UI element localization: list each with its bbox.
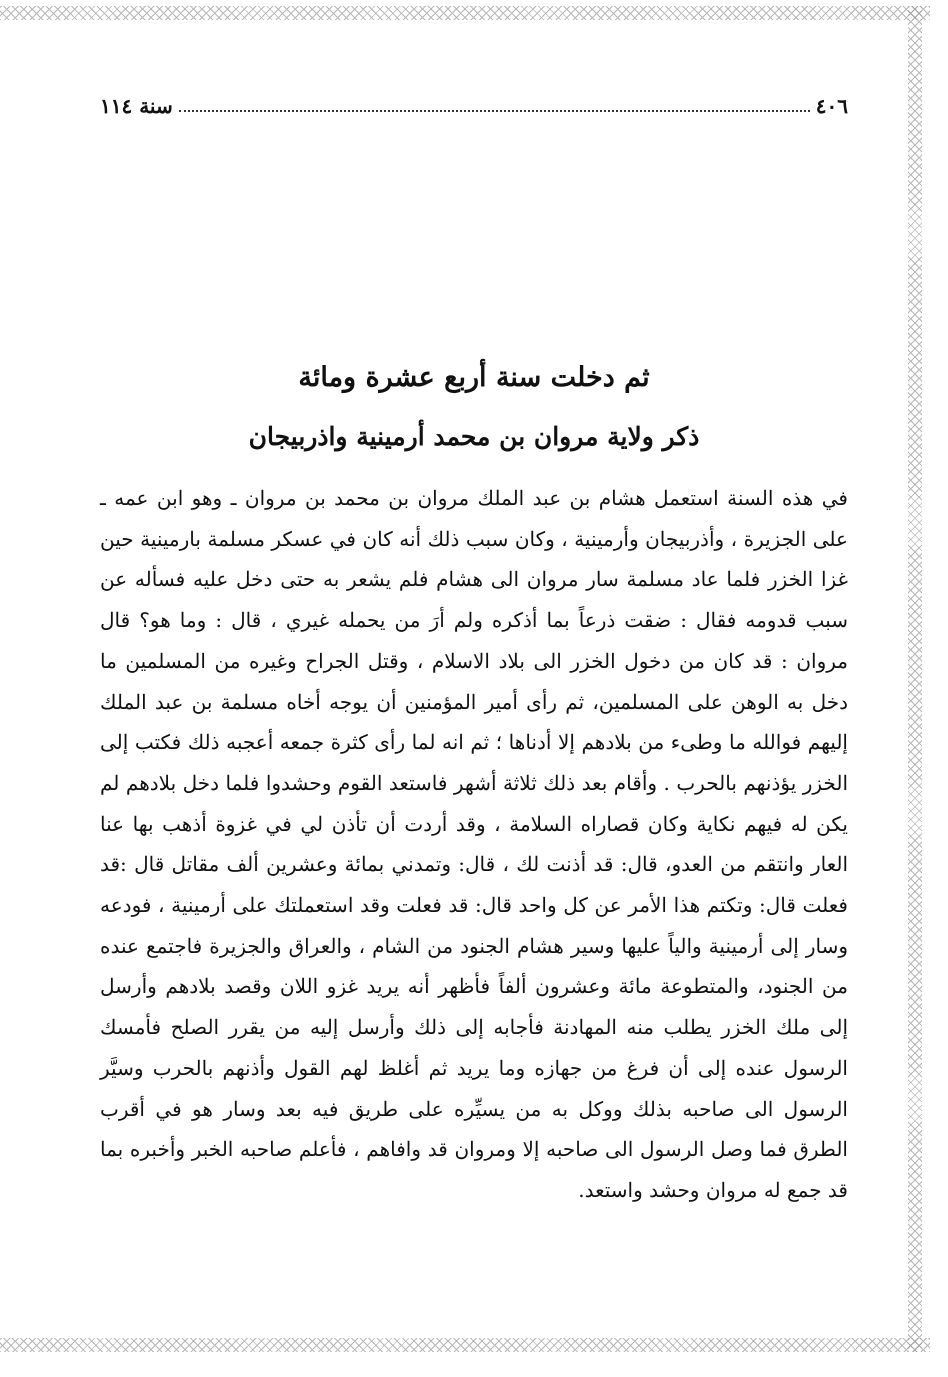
running-header-title: سنة ١١٤ bbox=[100, 94, 173, 118]
chapter-heading: ثم دخلت سنة أربع عشرة ومائة bbox=[298, 362, 650, 393]
decorative-border-right bbox=[908, 6, 922, 1352]
running-header bbox=[100, 88, 848, 118]
body-paragraph: في هذه السنة استعمل هشام بن عبد الملك مروان بن محمد بن مروان ـ وهو ابن عمه ـ على الجزيرة ، وأذربيجان وأرمينية ، وكان سبب ذلك أنه كان في عسكر مسلمة بارمينية حين غزا الخزر فلما عاد مسلمة سار مروان الى هشام فلم يشعر به حتى دخل عليه فسأله عن سبب قدومه فقال : ضقت ذرعاً بما أذكره ولم أرَ من يحمله غيري ، قال : وما هو؟ قال مروان : قد كان من دخول الخزر الى بلاد الاسلام ، وقتل الجراح وغيره من المسلمين ما دخل به الوهن على المسلمين، ثم رأى أمير المؤمنين أن يوجه أخاه مسلمة بن عبد الملك إليهم فوالله ما وطىء من بلادهم إلا أدناها ؛ ثم انه لما رأى كثرة جمعه أعجبه ذلك فكتب إلى الخزر يؤذنهم بالحرب . وأقام بعد ذلك ثلاثة أشهر فاستعد القوم وحشدوا فلما دخل بلادهم لم يكن له فيهم نكاية وكان قصاراه السلامة ، وقد أردت أن تأذن لي في غزوة أذهب بها عنا العار وانتقم من العدو، قال: قد أذنت لك ، قال: وتمدني بمائة وعشرين ألف مقاتل قال :قد فعلت قال: وتكتم هذا الأمر عن كل واحد قال: قد فعلت وقد استعملتك على أرمينية ، فودعه وسار إلى أرمينية والياً عليها وسير هشام الجنود من الشام ، والعراق والجزيرة فاجتمع عنده من الجنود، والمتطوعة مائة وعشرون ألفاً فأظهر أنه يريد غزو اللان وقصد بلادهم وأرسل إلى ملك الخزر يطلب منه المهادنة فأجابه إلى ذلك وأرسل إليه من يقرر الصلح فأمسك الرسول عنده إلى أن فرغ من جهازه وما يريد ثم أغلظ لهم القول وأذنهم بالحرب وسيَّر الرسول الى صاحبه بذلك ووكل به من يسيِّره على طريق فيه بعد وسار هو في أقرب الطرق فما وصل الرسول الى صاحبه إلا ومروان قد وافاهم ، فأعلم صاحبه الخبر وأخبره بما قد جمع له مروان وحشد واستعد. bbox=[100, 486, 848, 1202]
decorative-border-bottom bbox=[0, 1338, 930, 1352]
page-number: ٤٠٦ bbox=[815, 94, 848, 118]
decorative-border-top bbox=[0, 6, 930, 20]
section-heading: ذكر ولاية مروان بن محمد أرمينية واذربيجان bbox=[248, 422, 700, 451]
header-dotted-leader bbox=[179, 110, 810, 112]
